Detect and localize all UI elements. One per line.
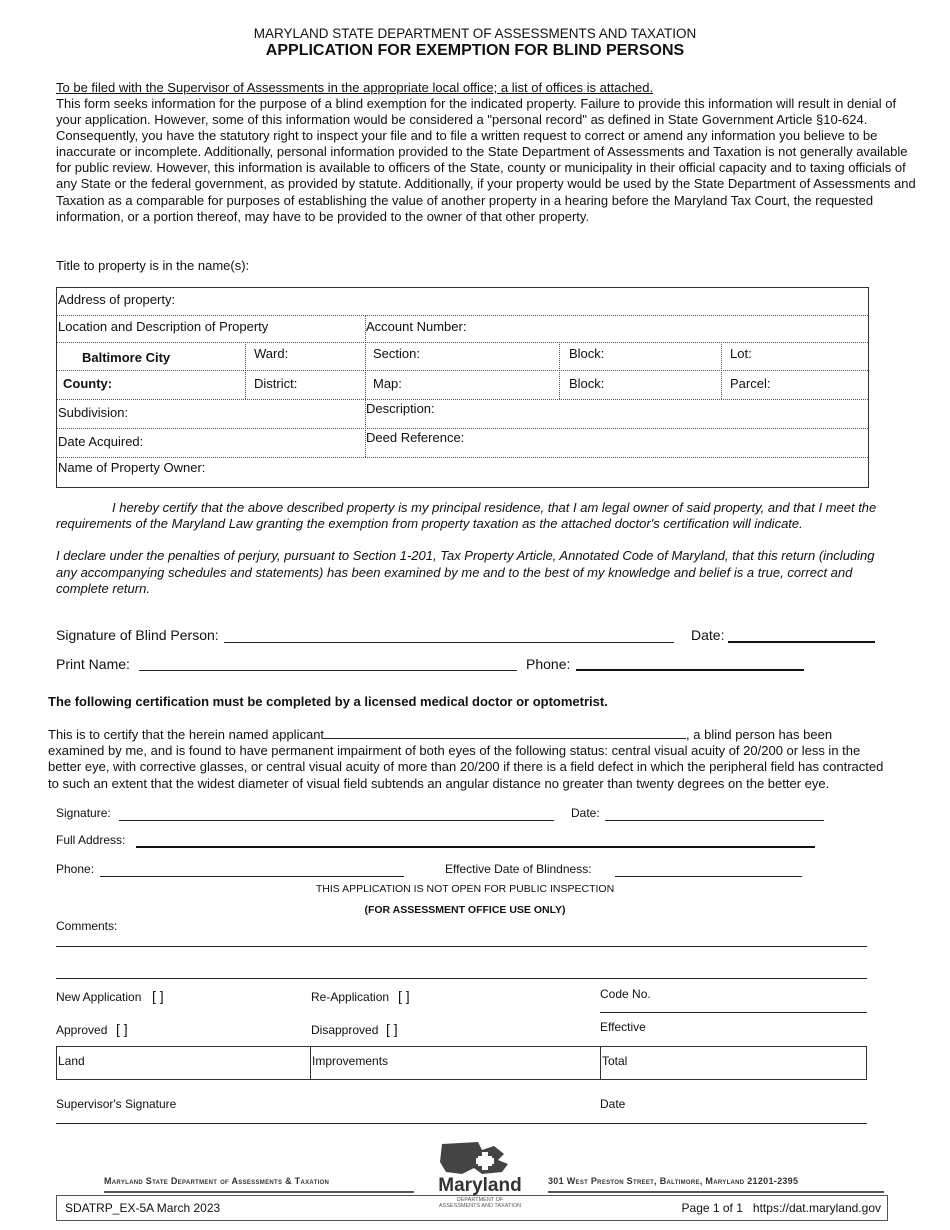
effective-date-line[interactable]: [615, 876, 802, 877]
property-owner-field[interactable]: Name of Property Owner:: [58, 460, 206, 475]
applicant-phone-line[interactable]: [576, 669, 804, 671]
visual-acuity-text: examined by me, and is found to have permanent impairment of both eyes of the following status: central visual acuity of 20/200 or less in the better eye, with corrective glasses, or central visual acuity of more than 20/200 if there is a field defect in which the peripheral field has contracted to such an extent that the widest diameter of visual field subtends an angular distance no greater than twenty degrees on the better eye.: [48, 743, 884, 791]
privacy-paragraph: This form seeks information for the purpose of a blind exemption for the indicated property. Failure to provide this information will result in denial of your application. However, some of this information would be considered a "personal record" as defined in State Government Article §10-624. Consequently, you have the statutory right to inspect your file and to file a written request to correct or amend any information you believe to be inaccurate or incomplete. Additionally, personal information provided to the State Department of Assessments and Taxation is not generally available for public review. However, this information is available to officers of the State, county or municipality in their official capacity and to taxing officials of any State or the federal government, as provided by statute. Additionally, if your property would be used by the State Department of Assessments and Taxation as a comparable for purposes of establishing the value of another property in a hearing before the Maryland Tax Court, the requested information, or a portion thereof, may have to be provided to the owner of that other property.: [56, 96, 916, 224]
supervisor-date-label: Date: [600, 1097, 626, 1111]
new-application-checkbox[interactable]: [ ]: [152, 988, 164, 1004]
doctor-date-line[interactable]: [605, 820, 824, 821]
doctor-signature-label: Signature:: [56, 806, 111, 820]
footer-rule-right: [548, 1191, 884, 1193]
baltimore-city-label: Baltimore City: [82, 350, 171, 365]
address-of-property-label[interactable]: Address of property:: [58, 292, 176, 307]
approved-label: Approved: [56, 1023, 108, 1037]
website-link[interactable]: https://dat.maryland.gov: [752, 1201, 881, 1215]
code-no-line[interactable]: [600, 1012, 867, 1013]
doctor-date-label: Date:: [571, 806, 600, 820]
supervisor-signature-line[interactable]: [56, 1123, 867, 1124]
title-names-label: Title to property is in the name(s):: [56, 258, 250, 273]
effective-date-label: Effective Date of Blindness:: [445, 862, 592, 876]
doctor-signature-line[interactable]: [119, 820, 554, 821]
certify-applicant-lead: This is to certify that the herein named applicant: [48, 727, 325, 742]
doctor-certification-heading: The following certification must be completed by a licensed medical doctor or optometrist.: [48, 694, 608, 709]
logo-subtitle-line-2: ASSESSMENTS AND TAXATION: [438, 1203, 522, 1209]
block-field-2[interactable]: Block:: [569, 376, 605, 391]
page-number: Page 1 of 1: [681, 1201, 743, 1215]
effective-label: Effective: [600, 1020, 646, 1034]
perjury-paragraph: I declare under the penalties of perjury, pursuant to Section 1-201, Tax Property Article, Annotated Code of Maryland, that this return (including any accompanying schedules and statements) has been examined by me and to the best of my knowledge and belief is a true, correct and complete return.: [56, 548, 875, 596]
ward-field[interactable]: Ward:: [254, 346, 289, 361]
comments-line-2[interactable]: [56, 978, 867, 979]
certify-applicant-tail: , a blind person has been: [686, 727, 833, 742]
property-table: [56, 287, 869, 488]
new-application-label: New Application: [56, 990, 142, 1004]
disapproved-checkbox[interactable]: [ ]: [386, 1021, 398, 1037]
footer-rule-left: [104, 1191, 414, 1193]
approved-checkbox[interactable]: [ ]: [116, 1021, 128, 1037]
footer-agency: Maryland State Department of Assessments & Taxation: [104, 1176, 330, 1186]
date-acquired-field[interactable]: Date Acquired:: [58, 434, 144, 449]
applicant-phone-label: Phone:: [526, 656, 571, 672]
blind-signature-label: Signature of Blind Person:: [56, 627, 219, 643]
blind-date-label: Date:: [691, 627, 725, 643]
re-application-label: Re-Application: [311, 990, 390, 1004]
logo-wordmark: Maryland: [438, 1175, 522, 1196]
total-field[interactable]: Total: [602, 1054, 628, 1068]
comments-label: Comments:: [56, 919, 118, 933]
certification-text: [56, 500, 886, 597]
account-number-label[interactable]: Account Number:: [366, 319, 467, 334]
logo-subtitle-line-1: DEPARTMENT OF: [456, 1197, 504, 1203]
code-no-label: Code No.: [600, 987, 651, 1001]
footer-page-url: [682, 1201, 881, 1215]
certify-paragraph: I hereby certify that the above described property is my principal residence, that I am legal owner of said property, and that I meet the requirements of the Maryland Law granting the exemption from property taxation as the attached doctor's certification will indicate.: [56, 500, 877, 532]
county-label: County:: [63, 376, 113, 391]
blind-signature-line[interactable]: [224, 642, 674, 643]
applicant-name-blank[interactable]: [324, 726, 686, 739]
deed-reference-field[interactable]: Deed Reference:: [366, 430, 465, 445]
doctor-address-label: Full Address:: [56, 833, 126, 847]
footer-bar: [56, 1195, 888, 1221]
valuation-box: [56, 1046, 867, 1080]
not-public-notice: THIS APPLICATION IS NOT OPEN FOR PUBLIC INSPECTION: [315, 883, 615, 895]
description-field[interactable]: Description:: [366, 401, 435, 416]
footer-address: 301 West Preston Street, Baltimore, Maryland 21201-2395: [548, 1176, 799, 1186]
filing-note: To be filed with the Supervisor of Assessments in the appropriate local office; a list of offices is attached.: [56, 80, 654, 95]
doctor-address-line[interactable]: [136, 846, 815, 848]
disapproved-label: Disapproved: [311, 1023, 379, 1037]
office-use-only: (FOR ASSESSMENT OFFICE USE ONLY): [364, 904, 566, 916]
map-field[interactable]: Map:: [373, 376, 402, 391]
blind-date-line[interactable]: [728, 641, 875, 643]
subdivision-field[interactable]: Subdivision:: [58, 405, 129, 420]
doctor-phone-label: Phone:: [56, 862, 95, 876]
agency-header: MARYLAND STATE DEPARTMENT OF ASSESSMENTS AND TAXATION: [253, 26, 697, 41]
improvements-field[interactable]: Improvements: [312, 1054, 389, 1068]
form-title: APPLICATION FOR EXEMPTION FOR BLIND PERSONS: [265, 42, 685, 59]
location-description-label: Location and Description of Property: [58, 319, 269, 334]
doctor-certification-text: [48, 726, 893, 792]
form-id: SDATRP_EX-5A March 2023: [65, 1201, 221, 1215]
supervisor-signature-label: Supervisor's Signature: [56, 1097, 177, 1111]
district-field[interactable]: District:: [254, 376, 298, 391]
doctor-phone-line[interactable]: [100, 876, 404, 877]
land-field[interactable]: Land: [58, 1054, 85, 1068]
block-field[interactable]: Block:: [569, 346, 605, 361]
print-name-line[interactable]: [139, 670, 517, 671]
re-application-checkbox[interactable]: [ ]: [398, 988, 410, 1004]
lot-field[interactable]: Lot:: [730, 346, 752, 361]
comments-line-1[interactable]: [56, 946, 867, 947]
parcel-field[interactable]: Parcel:: [730, 376, 771, 391]
print-name-label: Print Name:: [56, 656, 130, 672]
section-field[interactable]: Section:: [373, 346, 420, 361]
